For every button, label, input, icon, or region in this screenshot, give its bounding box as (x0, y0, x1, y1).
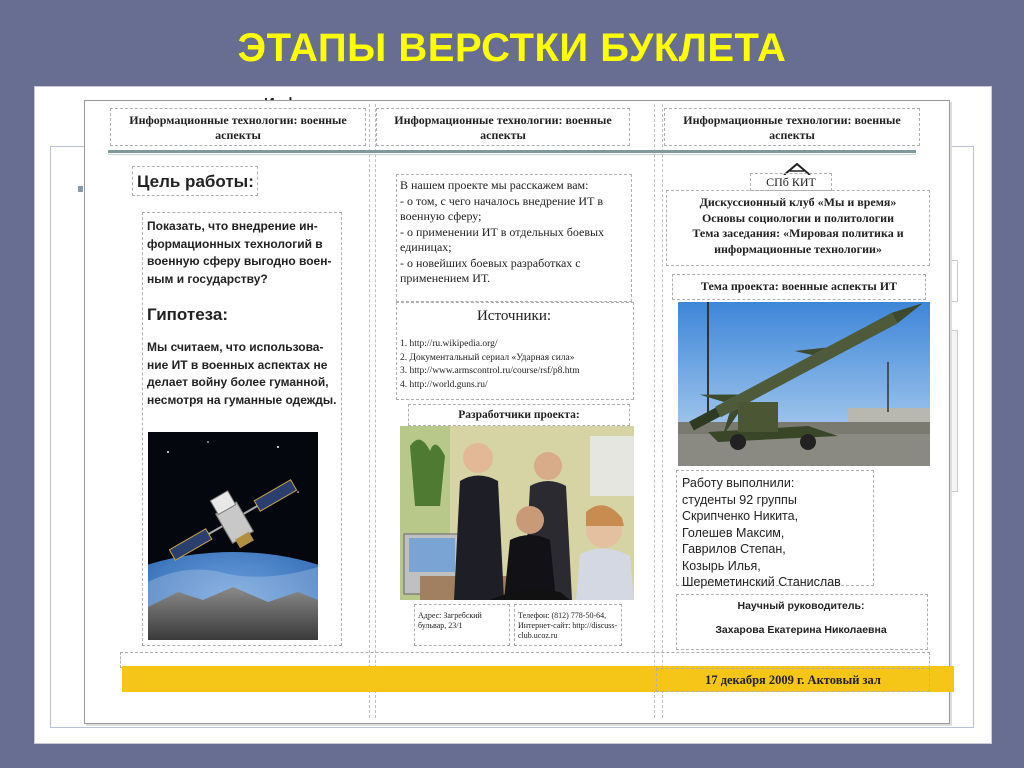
satellite-illustration (148, 432, 318, 640)
source-item: 2. Документальный сериал «Ударная сила» (400, 352, 575, 363)
event-date-place: 17 декабря 2009 г. Актовый зал (656, 668, 930, 692)
column-divider-1b (375, 104, 376, 718)
authors-group: студенты 92 группы (682, 492, 797, 507)
author-name: Шереметинский Станислав (682, 575, 841, 589)
authors-box (676, 470, 874, 589)
column-divider-2 (654, 104, 655, 718)
club-subject: Основы социологии и политологии (701, 210, 895, 225)
author-name: Скрипченко Никита, (682, 509, 799, 523)
header-rule (108, 150, 916, 153)
club-info-box (666, 190, 930, 266)
slide-title: ЭТАПЫ ВЕРСТКИ БУКЛЕТА (237, 26, 787, 70)
developers-illustration (400, 426, 634, 600)
column-3-header: Информационные технологии: военные аспекты (664, 108, 920, 146)
author-name: Козырь Илья, (682, 558, 761, 573)
supervisor-heading: Научный руководитель: (737, 600, 865, 612)
developers-heading: Разработчики проекта: (408, 404, 630, 426)
column-1-header: Информационные технологии: военные аспекты (110, 108, 366, 146)
header-rule-shadow (108, 154, 916, 155)
column-divider-2b (662, 104, 663, 718)
source-item: 4. http://world.guns.ru/ (400, 379, 488, 390)
logo-text: СПб КИТ (750, 173, 832, 191)
intro-line: - о том, с чего началось внедрение ИТ в военную сферу; (400, 193, 604, 223)
sources-list (400, 338, 632, 392)
sources-heading: Источники: (476, 308, 552, 324)
project-intro-box (396, 174, 632, 302)
missile-photo (678, 302, 930, 466)
hypothesis-heading: Гипотеза: (147, 305, 229, 324)
column-divider-1 (369, 104, 370, 718)
author-name: Голешев Максим, (682, 525, 785, 540)
intro-line: - о новейших боевых разработках с применением ИТ. (400, 255, 581, 285)
address-box: Адрес: Загребский бульвар, 23/1 (414, 604, 510, 646)
contacts-box: Телефон: (812) 778-50-64, Интернет-сайт: http://discuss-club.ucoz.ru (514, 604, 622, 646)
club-topic: Тема заседания: «Мировая политика и информационные технологии» (692, 226, 904, 256)
source-item: 1. http://ru.wikipedia.org/ (400, 339, 498, 349)
project-theme: Тема проекта: военные аспекты ИТ (672, 274, 926, 300)
source-item: 3. http://www.armscontrol.ru/course/rsf/p8.htm (400, 366, 580, 376)
goal-text: Показать, что внедрение ин-формационных технологий в военную сферу выгодно воен-ным и государству? (147, 219, 332, 286)
club-name: Дискуссионный клуб «Мы и время» (699, 195, 897, 209)
developers-photo (400, 426, 634, 600)
intro-line: В нашем проекте мы расскажем вам: (400, 178, 589, 192)
column-2-header: Информационные технологии: военные аспекты (376, 108, 630, 146)
missile-illustration (678, 302, 930, 466)
sheet-marker (78, 186, 83, 192)
authors-heading: Работу выполнили: (682, 476, 795, 490)
satellite-image (148, 432, 318, 640)
intro-line: - о применении ИТ в отдельных боевых единицах; (400, 224, 605, 254)
author-name: Гаврилов Степан, (682, 542, 786, 556)
goal-heading: Цель работы: (132, 166, 258, 196)
supervisor-name: Захарова Екатерина Николаевна (715, 624, 887, 636)
hypothesis-text: Мы считаем, что использова-ние ИТ в военных аспектах не делает войну более гуманной, несмотря на гуманные одежды. (147, 340, 337, 407)
